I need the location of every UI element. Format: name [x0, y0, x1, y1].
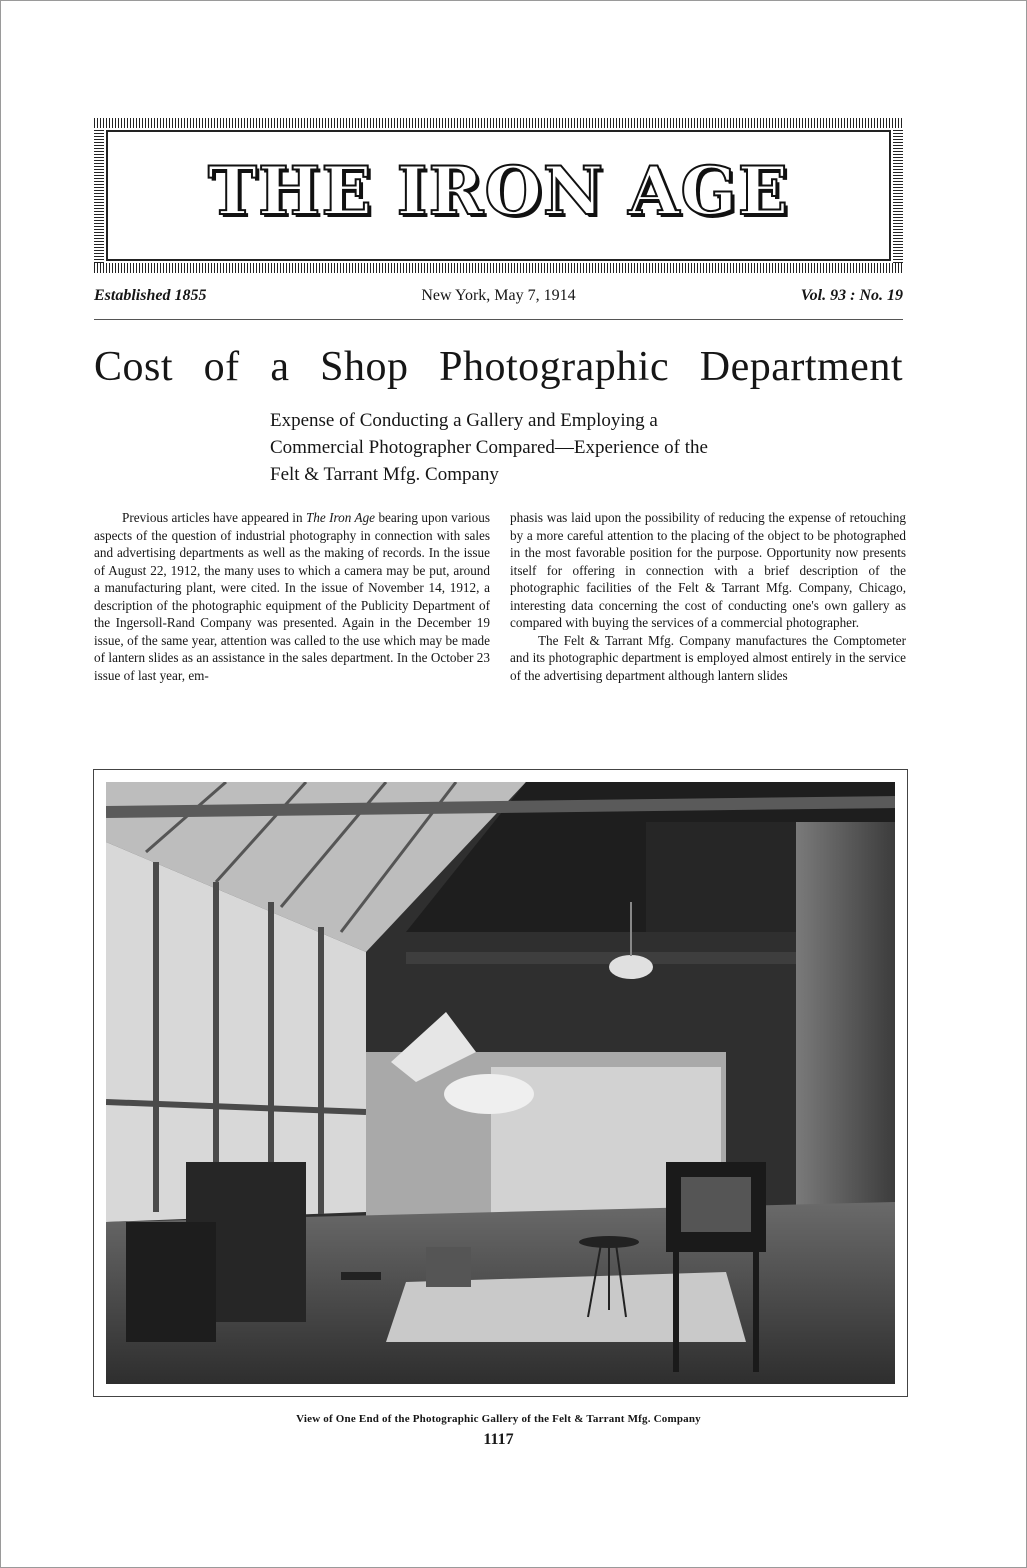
text-column-left: [94, 509, 490, 684]
masthead-border-top: [94, 118, 903, 128]
article-subhead: Expense of Conducting a Gallery and Employing a Commercial Photographer Compared—Experience of the Felt & Tarrant Mfg. Company: [270, 410, 708, 485]
text-run: bearing upon various aspects of the question of industrial photography in connection with sales and advertising departments as well as the making of records. In the issue of August 22, 1912, the many uses to which a camera may be put, around a manufacturing plant, were cited. In the issue of November 14, 1912, a description of the photographic equipment of the Publicity Department of the Ingersoll-Rand Company was presented. Again in the December 19 issue, of the same year, attention was called to the use which may be made of lantern slides as an assistance in the sales department. In the October 23 issue of last year, em-: [94, 510, 490, 683]
dateline-rule: [94, 319, 903, 320]
page-number: 1117: [483, 1431, 514, 1448]
text-run: Previous articles have appeared in: [122, 510, 306, 525]
dateline: [94, 287, 903, 311]
article-headline: Cost of a Shop Photographic Department: [94, 344, 903, 390]
masthead-border-bottom: [94, 263, 903, 273]
paragraph: [94, 509, 490, 684]
figure-caption: View of One End of the Photographic Gallery of the Felt & Tarrant Mfg. Company: [296, 1413, 701, 1425]
place-date: New York, May 7, 1914: [421, 287, 576, 304]
masthead-title-box: [106, 130, 891, 261]
photograph-gallery-interior: [106, 782, 895, 1384]
masthead: [94, 118, 903, 273]
photograph-frame: [93, 769, 908, 1397]
masthead-border-left: [94, 128, 104, 263]
established-label: Established 1855: [94, 287, 207, 304]
paragraph: The Felt & Tarrant Mfg. Company manufactures the Comptometer and its photographic department is employed almost entirely in the service of the advertising department although lantern slides: [510, 632, 906, 683]
masthead-title: THE IRON AGE: [207, 152, 790, 230]
publication-title: The Iron Age: [305, 510, 376, 525]
masthead-border-right: [893, 128, 903, 263]
text-column-right: [510, 509, 906, 684]
paragraph: phasis was laid upon the possibility of reducing the expense of retouching by a more careful attention to the placing of the object to be photographed in the most favorable position for the purpose. Opportunity now presents itself for offering in connection with a brief description of the photographic facilities of the Felt & Tarrant Mfg. Company, Chicago, interesting data concerning the cost of conducting one's own gallery as compared with buying the services of a commercial photographer.: [510, 510, 906, 630]
photograph-illustration: [106, 782, 895, 1384]
volume-number: Vol. 93 : No. 19: [800, 287, 903, 304]
